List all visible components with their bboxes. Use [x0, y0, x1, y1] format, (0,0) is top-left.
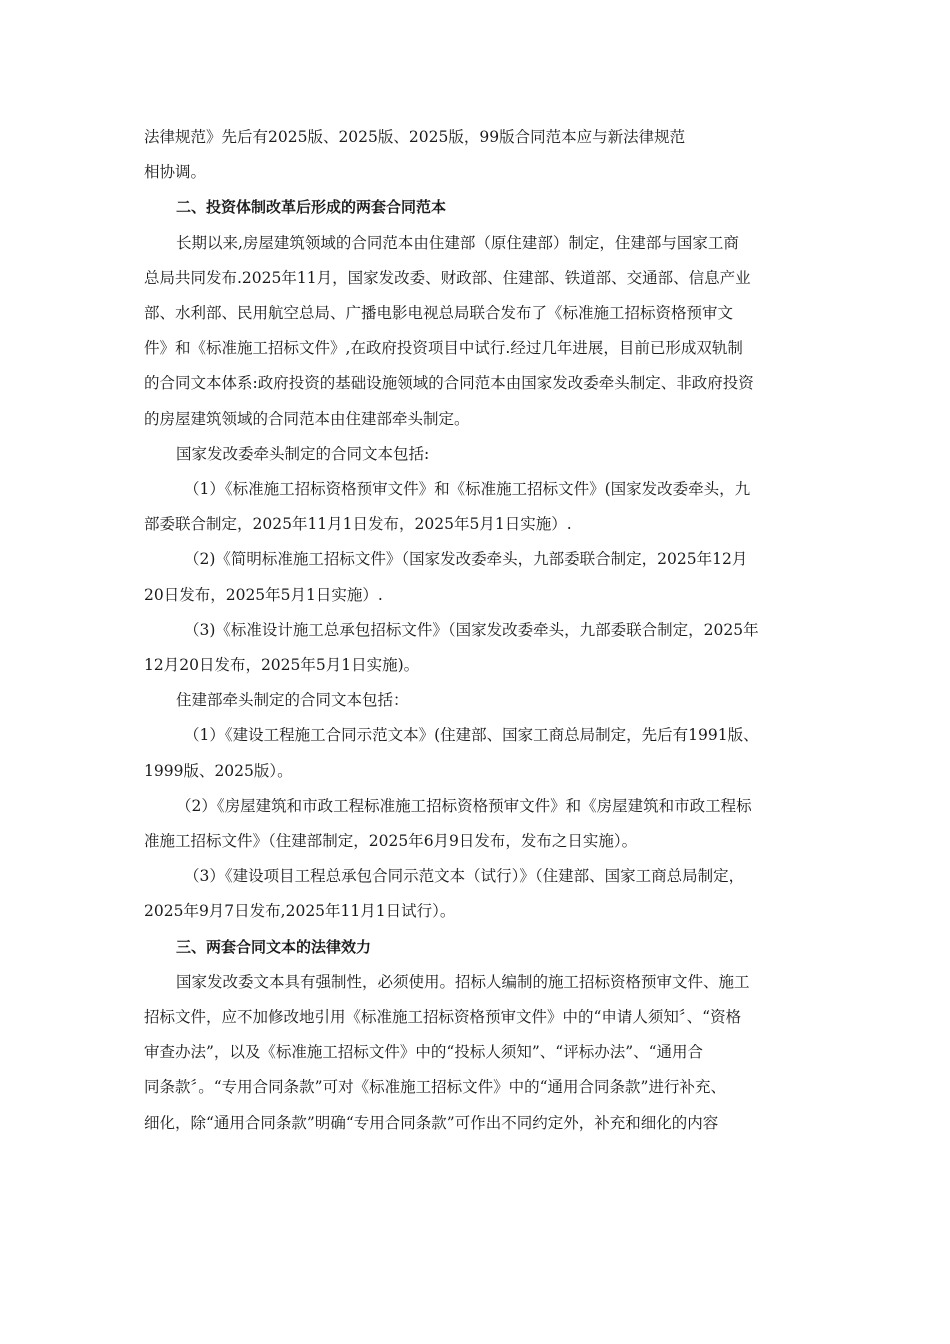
text-line: （2)《简明标准施工招标文件》（国家发改委牵头，九部委联合制定，2025年12月 [184, 550, 748, 569]
text-line: （3)《标准设计施工总承包招标文件》（国家发改委牵头，九部委联合制定，2025年 [184, 620, 759, 639]
text-line: （1）《建设工程施工合同示范文本》(住建部、国家工商总局制定，先后有1991版、 [184, 726, 759, 745]
text-line: 部、水利部、民用航空总局、广播电影电视总局联合发布了《标准施工招标资格预审文 [144, 304, 734, 323]
section-heading-3 [144, 930, 808, 965]
text-line: 2025年9月7日发布,2025年11月1日试行）。 [144, 902, 456, 921]
text-line: 的房屋建筑领域的合同范本由住建部牵头制定。 [144, 409, 470, 428]
paragraph-mohurd-intro [144, 683, 808, 718]
text-line: 国家发改委文本具有强制性，必须使用。招标人编制的施工招标资格预审文件、施工 [176, 972, 750, 991]
text-line: 12月20日发布，2025年5月1日实施)。 [144, 656, 420, 675]
list-item-mohurd-2 [144, 789, 808, 859]
paragraph-background [144, 226, 808, 437]
text-line: 细化，除“通用合同条款”明确“专用合同条款”可作出不同约定外，补充和细化的内容 [144, 1113, 719, 1132]
text-line: 法律规范》先后有2025版、2025版、2025版，99版合同范本应与新法律规范 [144, 128, 686, 146]
paragraph-continuation [144, 120, 808, 190]
list-item-mohurd-3 [144, 859, 808, 929]
text-line: 1999版、2025版）。 [144, 761, 293, 780]
text-line: 部委联合制定，2025年11月1日发布，2025年5月1日实施）. [144, 515, 572, 534]
text-line: 件》和《标准施工招标文件》,在政府投资项目中试行.经过几年进展，目前已形成双轨制 [144, 339, 743, 358]
text-line: （1）《标准施工招标资格预审文件》和《标准施工招标文件》(国家发改委牵头，九 [184, 480, 751, 499]
list-item-mohurd-1 [144, 718, 808, 788]
text-line: 长期以来,房屋建筑领域的合同范本由住建部（原住建部）制定，住建部与国家工商 [176, 233, 739, 252]
paragraph-ndrc-intro [144, 437, 808, 472]
paragraph-legal-effect [144, 965, 808, 1141]
list-item-ndrc-2 [144, 542, 808, 612]
text-line: 相协调。 [144, 163, 207, 182]
list-item-ndrc-3 [144, 613, 808, 683]
text-line: 同条款〞。“专用合同条款”可对《标准施工招标文件》中的“通用合同条款”进行补充、 [144, 1078, 726, 1097]
text-line: 的合同文本体系:政府投资的基础设施领域的合同范本由国家发改委牵头制定、非政府投资 [144, 374, 754, 393]
text-line: 审查办法”，以及《标准施工招标文件》中的“投标人须知”、“评标办法”、“通用合 [144, 1043, 704, 1062]
heading-text: 二、投资体制改革后形成的两套合同范本 [176, 198, 447, 217]
document-page [144, 120, 808, 1141]
heading-text: 三、两套合同文本的法律效力 [176, 937, 372, 956]
text-line: 总局共同发布.2025年11月，国家发改委、财政部、住建部、铁道部、交通部、信息产业 [144, 268, 751, 287]
text-line: 20日发布，2025年5月1日实施）. [144, 585, 383, 604]
text-line: 住建部牵头制定的合同文本包括： [176, 691, 409, 710]
text-line: 招标文件，应不加修改地引用《标准施工招标资格预审文件》中的“申请人须知〞、“资格 [144, 1008, 742, 1027]
section-heading-2 [144, 190, 808, 225]
text-line: 国家发改委牵头制定的合同文本包括: [176, 444, 430, 463]
list-item-ndrc-1 [144, 472, 808, 542]
text-line: （2）《房屋建筑和市政工程标准施工招标资格预审文件》和《房屋建筑和市政工程标 [176, 796, 752, 815]
text-line: 准施工招标文件》（住建部制定，2025年6月9日发布，发布之日实施）。 [144, 832, 638, 851]
text-line: （3）《建设项目工程总承包合同示范文本（试行）》（住建部、国家工商总局制定， [184, 867, 745, 886]
